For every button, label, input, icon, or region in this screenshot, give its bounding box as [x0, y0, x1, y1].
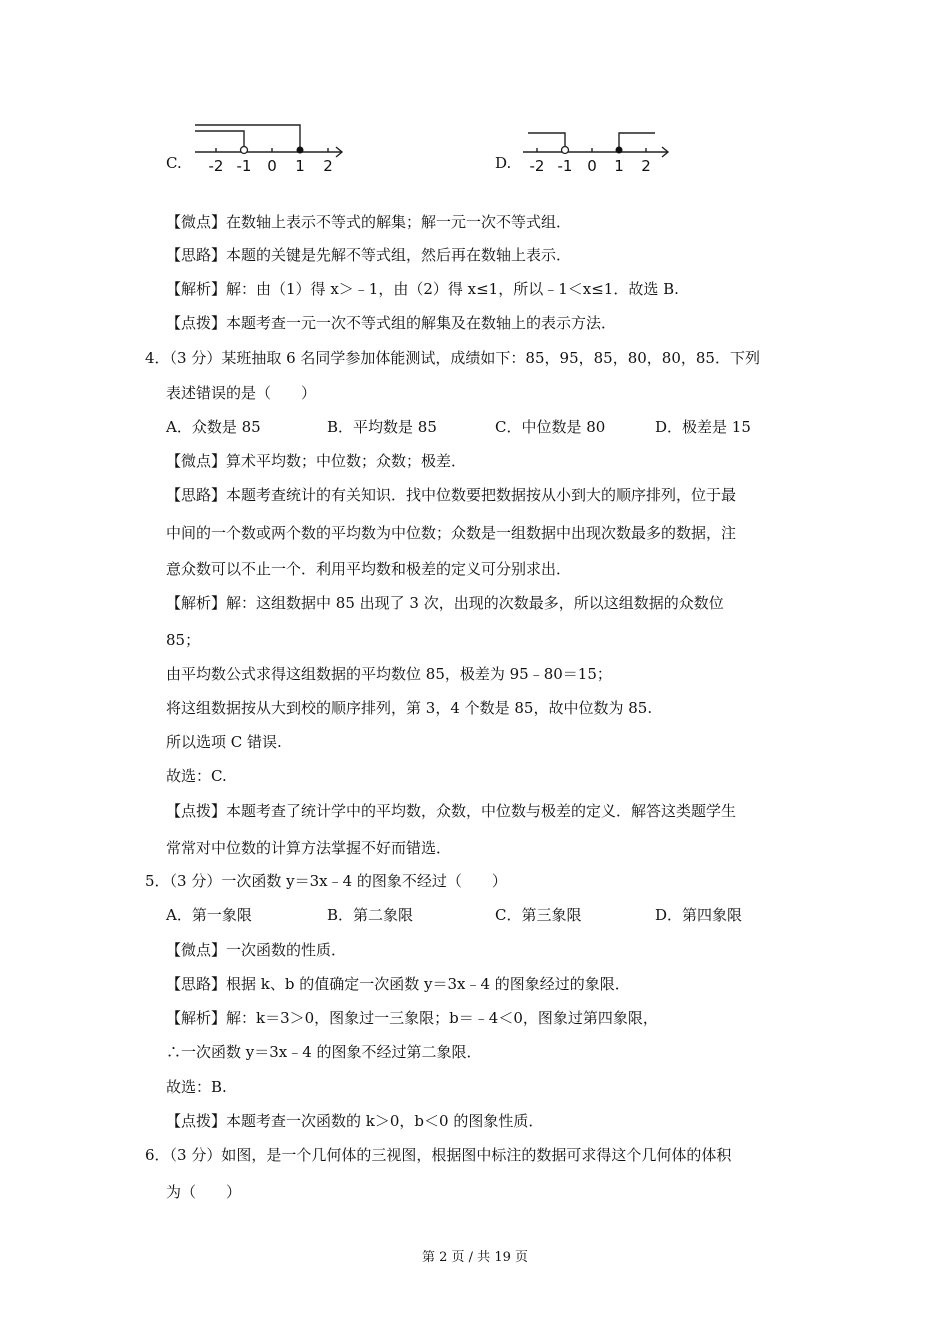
q4-silu-line3: 意众数可以不止一个．利用平均数和极差的定义可分别求出．	[166, 560, 572, 578]
page-footer: 第 2 页 / 共 19 页	[422, 1250, 528, 1265]
option-c-label: C.	[166, 154, 182, 172]
q4-jiexi-line1: 【解析】解：这组数据中 85 出现了 3 次，出现的次数最多，所以这组数据的众数位	[166, 594, 724, 612]
ray-left	[528, 133, 565, 148]
tick-label: 1	[614, 157, 624, 175]
q4-dianbo-line1: 【点拨】本题考查了统计学中的平均数，众数，中位数与极差的定义．解答这类题学生	[166, 802, 737, 820]
q4-option-d: D．极差是 15	[655, 418, 751, 436]
ray-right	[619, 133, 655, 148]
q4-stem-line1: 4．（3 分）某班抽取 6 名同学参加体能测试，成绩如下：85，95，85，80，80，85．下列	[145, 349, 760, 367]
q4-weidian: 【微点】算术平均数；中位数；众数；极差．	[166, 452, 467, 470]
tick-label: 0	[267, 157, 277, 175]
ray-left	[195, 131, 244, 148]
tick-label: 0	[587, 157, 597, 175]
q5-dianbo: 【点拨】本题考查一次函数的 k＞0，b＜0 的图象性质．	[166, 1112, 544, 1130]
number-line-d	[518, 118, 678, 178]
q3-weidian: 【微点】在数轴上表示不等式的解集；解一元一次不等式组．	[166, 213, 572, 231]
q4-jiexi-line2: 85；	[166, 631, 201, 649]
open-dot	[562, 147, 569, 154]
q5-jiexi-line1: 【解析】解：k＝3＞0，图象过一三象限；b＝﹣4＜0，图象过第四象限，	[166, 1009, 658, 1027]
q6-stem-line2: 为（ ）	[166, 1183, 242, 1201]
q4-jiexi-line3: 由平均数公式求得这组数据的平均数位 85，极差为 95﹣80＝15；	[166, 665, 612, 683]
tick-label: -1	[557, 157, 573, 175]
q4-dianbo-line2: 常常对中位数的计算方法掌握不好而错选．	[166, 839, 452, 857]
tick-label: -1	[236, 157, 252, 175]
q4-silu-line1: 【思路】本题考查统计的有关知识．找中位数要把数据按从小到大的顺序排列，位于最	[166, 486, 737, 504]
closed-dot	[616, 147, 623, 154]
option-d-label: D.	[495, 154, 512, 172]
q5-jiexi-line2: ∴一次函数 y＝3x﹣4 的图象不经过第二象限．	[166, 1043, 482, 1061]
q5-option-a: A．第一象限	[166, 906, 252, 924]
q4-option-b: B．平均数是 85	[327, 418, 437, 436]
q3-dianbo: 【点拨】本题考查一元一次不等式组的解集及在数轴上的表示方法．	[166, 314, 617, 332]
q4-jiexi-line6: 故选：C.	[166, 767, 227, 785]
q4-stem-line2: 表述错误的是（ ）	[166, 384, 317, 402]
q5-weidian: 【微点】一次函数的性质．	[166, 941, 347, 959]
tick-label: 2	[323, 157, 333, 175]
q6-stem-line1: 6．（3 分）如图，是一个几何体的三视图，根据图中标注的数据可求得这个几何体的体积	[145, 1146, 732, 1164]
q5-option-b: B．第二象限	[327, 906, 414, 924]
q5-option-c: C．第三象限	[495, 906, 582, 924]
q3-silu: 【思路】本题的关键是先解不等式组，然后再在数轴上表示．	[166, 246, 572, 264]
q5-jiexi-line3: 故选：B.	[166, 1078, 227, 1096]
tick-label: -2	[529, 157, 545, 175]
q4-option-c: C．中位数是 80	[495, 418, 606, 436]
closed-dot	[297, 147, 304, 154]
q4-option-a: A．众数是 85	[166, 418, 261, 436]
q3-jiexi: 【解析】解：由（1）得 x＞﹣1，由（2）得 x≤1，所以﹣1＜x≤1．故选 B.	[166, 280, 679, 298]
ray-right	[195, 125, 300, 148]
q4-jiexi-line4: 将这组数据按从大到校的顺序排列，第 3，4 个数是 85，故中位数为 85.	[166, 699, 653, 717]
q5-stem: 5．（3 分）一次函数 y＝3x﹣4 的图象不经过（ ）	[145, 872, 507, 890]
tick-label: -2	[208, 157, 224, 175]
q5-silu: 【思路】根据 k、b 的值确定一次函数 y＝3x﹣4 的图象经过的象限．	[166, 975, 630, 993]
tick-label: 2	[641, 157, 651, 175]
q4-jiexi-line5: 所以选项 C 错误.	[166, 733, 282, 751]
tick-label: 1	[295, 157, 305, 175]
open-dot	[241, 147, 248, 154]
number-line-c	[190, 118, 350, 178]
q4-silu-line2: 中间的一个数或两个数的平均数为中位数；众数是一组数据中出现次数最多的数据，注	[166, 524, 737, 542]
q5-option-d: D．第四象限	[655, 906, 743, 924]
